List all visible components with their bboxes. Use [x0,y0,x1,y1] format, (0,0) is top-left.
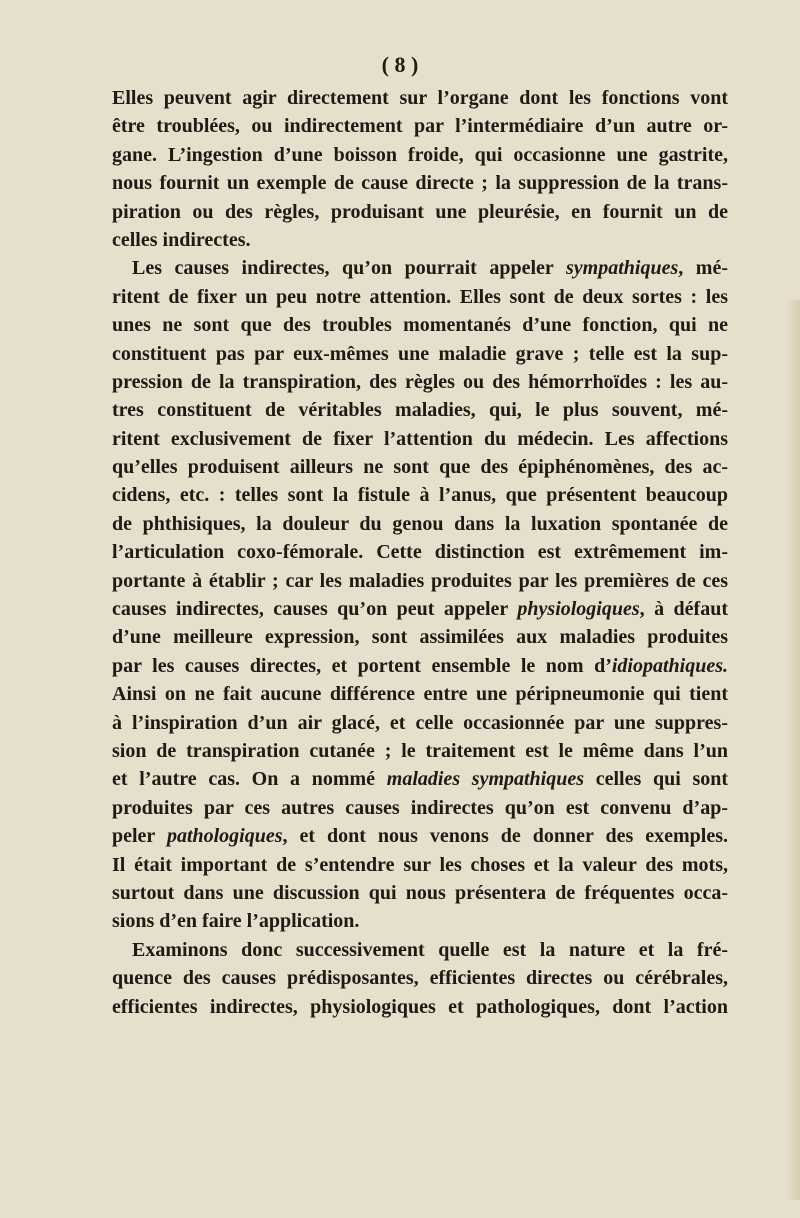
italic-term: sympathiques [566,257,679,280]
text-line: quence des causes prédisposantes, efficientes directes ou cérébrales, [112,967,728,990]
text-line: celles indirectes. [112,228,251,251]
text-line [112,765,728,793]
text-line: ritent de fixer un peu notre attention. Elles sont de deux sortes : les [112,285,728,308]
text-line: sion de transpiration cutanée ; le traitement est le même dans l’un [112,739,728,762]
text-line: produites par ces autres causes indirectes qu’on est convenu d’ap- [112,796,728,819]
italic-term: physiologiques [517,598,640,621]
text-line: cidens, etc. : telles sont la fistule à l’anus, que présentent beaucoup [112,484,728,507]
text-line: Ainsi on ne fait aucune différence entre une péripneumonie qui tient [112,683,728,706]
text-line: constituent pas par eux-mêmes une maladie grave ; telle est la sup- [112,342,728,365]
text-line: nous fournit un exemple de cause directe ; la suppression de la trans- [112,172,728,195]
text-line: sions d’en faire l’application. [112,910,360,933]
text-fragment: par les causes directes, et portent ensemble le nom d’ [112,654,612,677]
page-number: ( 8 ) [381,52,419,77]
text-line [112,652,728,680]
text-line: piration ou des règles, produisant une pleurésie, en fournit un de [112,200,728,223]
text-fragment: peler [112,825,155,848]
text-line: Examinons donc successivement quelle est la nature et la fré- [132,938,728,961]
text-line: tres constituent de véritables maladies, qui, le plus souvent, mé- [112,399,728,422]
text-fragment: et l’autre cas. On a nommé [112,768,376,791]
text-line: gane. L’ingestion d’une boisson froide, qui occasionne une gastrite, [112,143,728,166]
text-line: ritent exclusivement de fixer l’attention du médecin. Les affections [112,427,728,450]
italic-term: pathologiques [166,825,283,848]
text-line: d’une meilleure expression, sont assimilées aux maladies produites [112,626,728,649]
text-fragment: , mé- [678,257,728,280]
text-fragment: celles qui sont [584,768,729,791]
text-line: efficientes indirectes, physiologiques et pathologiques, dont l’action [112,995,728,1018]
text-fragment: , et dont nous venons de donner des exemples. [282,825,728,848]
text-line: de phthisiques, la douleur du genou dans la luxation spontanée de [112,512,728,535]
text-fragment: Les causes indirectes, qu’on pourrait appeler [132,257,554,280]
text-line: unes ne sont que des troubles momentanés d’une fonction, qui ne [112,314,728,337]
text-line: Elles peuvent agir directement sur l’organe dont les fonctions vont [112,87,728,109]
text-line [112,254,728,282]
body-text [112,84,728,1021]
text-fragment: , à défaut [639,598,728,621]
text-line: l’articulation coxo-fémorale. Cette distinction est extrêmement im- [112,541,728,564]
text-line: qu’elles produisent ailleurs ne sont que des épiphénomènes, des ac- [112,456,728,479]
text-line: être troublées, ou indirectement par l’intermédiaire d’un autre or- [112,115,728,138]
text-line [112,822,728,850]
text-line: portante à établir ; car les maladies produites par les premières de ces [112,569,728,592]
text-line: à l’inspiration d’un air glacé, et celle occasionnée par une suppres- [112,711,728,734]
italic-term: maladies sympathiques [386,768,585,791]
text-line [112,595,728,623]
text-line: surtout dans une discussion qui nous présentera de fréquentes occa- [112,881,728,904]
text-line: Il était important de s’entendre sur les choses et la valeur des mots, [112,853,728,876]
italic-term: idiopathiques. [611,654,728,677]
text-line: pression de la transpiration, des règles ou des hémorrhoïdes : les au- [112,370,728,393]
text-fragment: causes indirectes, causes qu’on peut appeler [112,598,508,621]
page-edge-shadow [786,300,800,1200]
